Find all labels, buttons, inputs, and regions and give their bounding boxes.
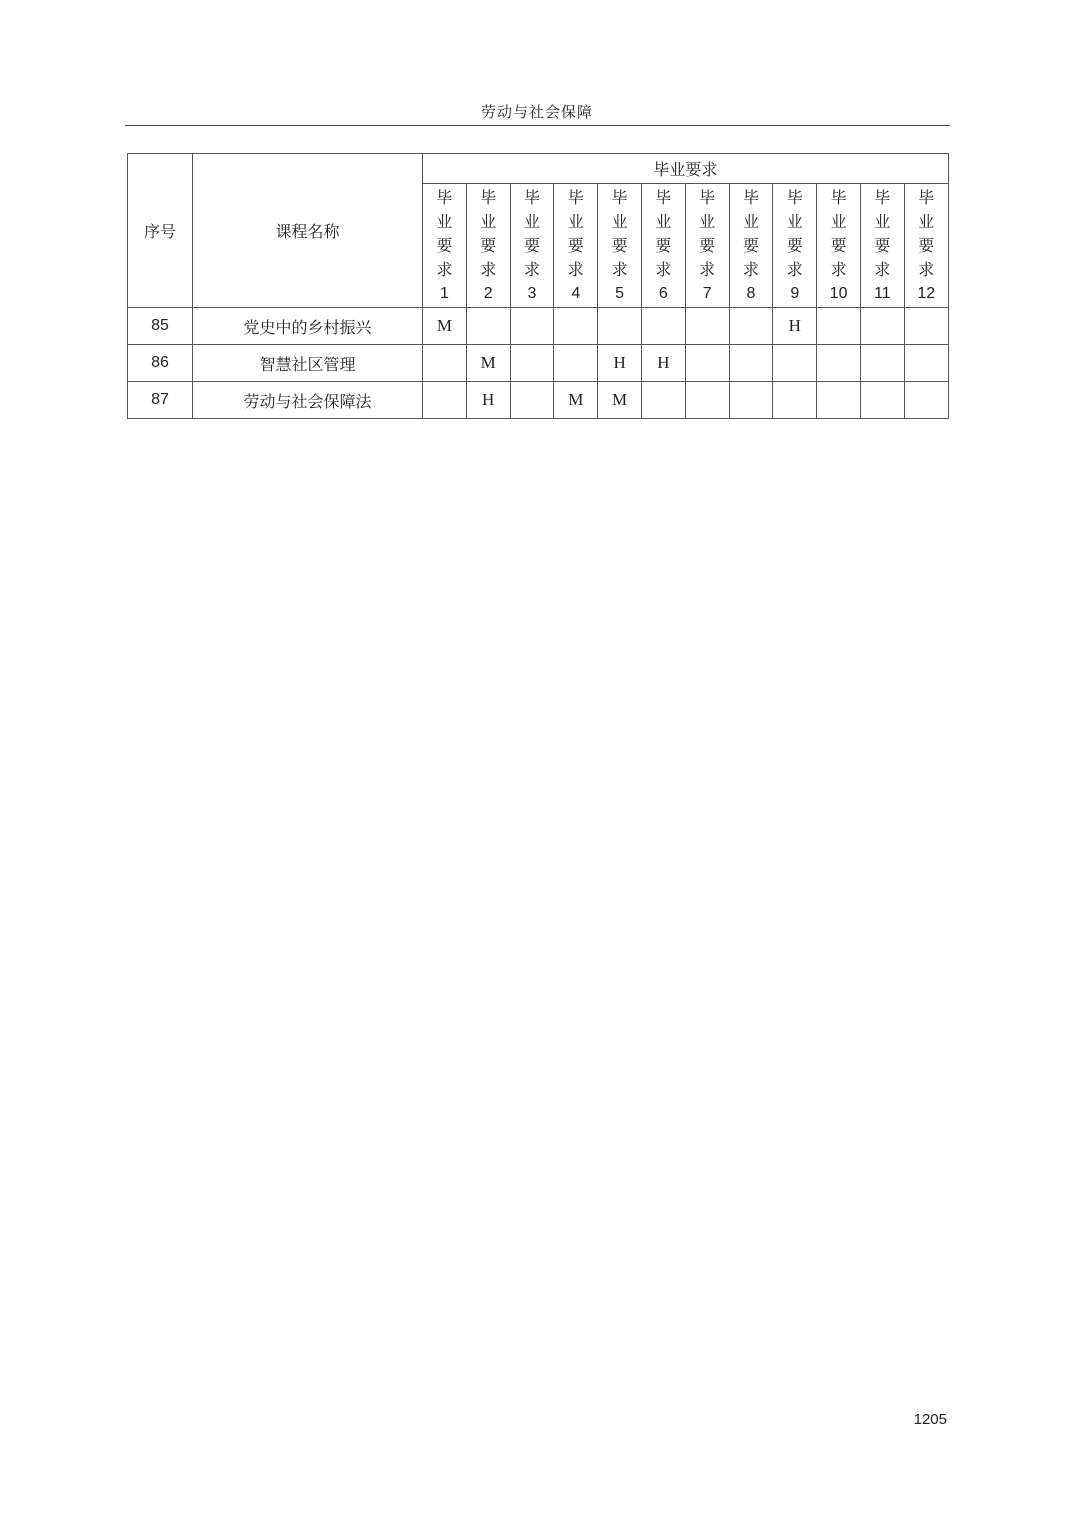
requirement-mark-cell — [598, 308, 642, 345]
requirement-mark-cell — [773, 345, 817, 382]
requirement-mark-cell — [685, 308, 729, 345]
requirement-header-char: 要 — [874, 235, 891, 255]
requirement-mark-cell — [729, 308, 773, 345]
requirement-mark-cell — [466, 308, 510, 345]
requirement-mark-cell — [641, 382, 685, 419]
requirement-header-char: 毕 — [874, 187, 891, 207]
requirement-header-char: 要 — [786, 235, 803, 255]
requirement-header-char: 求 — [611, 259, 628, 279]
requirement-header-char: 业 — [874, 211, 891, 231]
requirement-header-char: 求 — [699, 259, 716, 279]
requirement-mark-cell — [773, 382, 817, 419]
requirement-header-char: 毕 — [786, 187, 803, 207]
requirement-header-char: 毕 — [611, 187, 628, 207]
requirement-header-char: 毕 — [655, 187, 672, 207]
requirement-number: 5 — [615, 284, 625, 302]
requirement-header-char: 要 — [918, 235, 935, 255]
requirement-mark-cell — [729, 382, 773, 419]
requirement-header-char: 要 — [436, 235, 453, 255]
requirement-mark-cell — [904, 308, 948, 345]
requirement-header-char: 求 — [742, 259, 759, 279]
running-header: 劳动与社会保障 — [480, 103, 593, 121]
requirement-header-1 — [423, 184, 467, 308]
requirement-number: 3 — [527, 284, 537, 302]
requirement-header-char: 毕 — [567, 187, 584, 207]
requirement-header-char: 求 — [655, 259, 672, 279]
requirement-header-char: 求 — [874, 259, 891, 279]
requirement-header-char: 求 — [523, 259, 540, 279]
seq-cell: 85 — [128, 308, 193, 345]
requirement-header-3 — [510, 184, 554, 308]
seq-header: 序号 — [128, 154, 193, 308]
requirement-mark-cell: M — [466, 345, 510, 382]
table-row — [128, 382, 949, 419]
requirement-header-11 — [860, 184, 904, 308]
requirement-header-char: 求 — [918, 259, 935, 279]
requirement-header-char: 求 — [436, 259, 453, 279]
requirement-mark-cell — [423, 382, 467, 419]
requirement-mark-cell — [860, 308, 904, 345]
page-number: 1205 — [913, 1411, 947, 1428]
requirement-mark-cell — [904, 345, 948, 382]
requirement-header-char: 要 — [611, 235, 628, 255]
requirement-header-char: 业 — [699, 211, 716, 231]
requirement-header-6 — [641, 184, 685, 308]
group-header: 毕业要求 — [423, 154, 949, 184]
requirement-mark-cell: H — [466, 382, 510, 419]
requirement-header-char: 毕 — [918, 187, 935, 207]
requirement-header-4 — [554, 184, 598, 308]
requirement-number: 7 — [702, 284, 712, 302]
requirement-header-char: 毕 — [830, 187, 847, 207]
requirement-mark-cell — [510, 345, 554, 382]
course-name-cell: 党史中的乡村振兴 — [193, 308, 423, 345]
requirement-header-char: 要 — [480, 235, 497, 255]
requirement-mark-cell: M — [598, 382, 642, 419]
requirement-header-char: 要 — [523, 235, 540, 255]
requirement-mark-cell — [729, 345, 773, 382]
requirement-header-char: 毕 — [523, 187, 540, 207]
requirement-number: 4 — [571, 284, 581, 302]
requirement-number: 11 — [874, 284, 891, 302]
requirement-number: 12 — [917, 284, 936, 302]
requirement-header-char: 求 — [830, 259, 847, 279]
requirement-mark-cell: H — [773, 308, 817, 345]
requirement-mark-cell — [510, 308, 554, 345]
graduation-requirements-table — [127, 153, 949, 419]
requirement-mark-cell — [554, 345, 598, 382]
requirement-header-char: 业 — [567, 211, 584, 231]
requirement-number: 1 — [439, 284, 449, 302]
requirement-mark-cell — [817, 345, 861, 382]
course-name-cell: 智慧社区管理 — [193, 345, 423, 382]
requirement-header-char: 业 — [786, 211, 803, 231]
requirement-header-12 — [904, 184, 948, 308]
header-rule — [125, 125, 950, 126]
requirement-header-char: 业 — [742, 211, 759, 231]
requirement-number: 9 — [790, 284, 800, 302]
requirement-header-7 — [685, 184, 729, 308]
requirement-number: 6 — [658, 284, 668, 302]
requirement-mark-cell — [423, 345, 467, 382]
requirement-number: 10 — [829, 284, 848, 302]
requirement-mark-cell — [904, 382, 948, 419]
requirement-header-char: 毕 — [699, 187, 716, 207]
requirement-mark-cell — [817, 382, 861, 419]
requirement-header-char: 要 — [567, 235, 584, 255]
requirement-mark-cell — [860, 382, 904, 419]
requirement-header-char: 要 — [655, 235, 672, 255]
requirement-mark-cell — [641, 308, 685, 345]
seq-cell: 86 — [128, 345, 193, 382]
requirement-header-char: 要 — [699, 235, 716, 255]
requirement-number: 2 — [483, 284, 493, 302]
requirement-header-5 — [598, 184, 642, 308]
requirement-header-char: 业 — [611, 211, 628, 231]
requirement-mark-cell: M — [423, 308, 467, 345]
requirement-header-10 — [817, 184, 861, 308]
requirement-header-char: 求 — [567, 259, 584, 279]
course-name-cell: 劳动与社会保障法 — [193, 382, 423, 419]
requirement-header-char: 业 — [436, 211, 453, 231]
table-row — [128, 308, 949, 345]
requirement-header-char: 业 — [523, 211, 540, 231]
requirement-number: 8 — [746, 284, 756, 302]
requirement-header-char: 求 — [786, 259, 803, 279]
requirement-header-char: 业 — [918, 211, 935, 231]
requirement-header-char: 业 — [830, 211, 847, 231]
requirement-mark-cell — [554, 308, 598, 345]
requirement-mark-cell — [510, 382, 554, 419]
requirement-mark-cell: H — [598, 345, 642, 382]
requirement-header-char: 要 — [830, 235, 847, 255]
requirement-header-char: 求 — [480, 259, 497, 279]
requirement-header-2 — [466, 184, 510, 308]
requirement-header-char: 要 — [742, 235, 759, 255]
requirement-mark-cell — [860, 345, 904, 382]
requirement-header-9 — [773, 184, 817, 308]
requirement-mark-cell: H — [641, 345, 685, 382]
requirement-header-char: 毕 — [436, 187, 453, 207]
requirement-header-char: 毕 — [480, 187, 497, 207]
requirement-mark-cell — [817, 308, 861, 345]
course-name-header: 课程名称 — [193, 154, 423, 308]
requirement-mark-cell: M — [554, 382, 598, 419]
requirement-mark-cell — [685, 382, 729, 419]
requirement-header-char: 业 — [480, 211, 497, 231]
table-row — [128, 345, 949, 382]
seq-cell: 87 — [128, 382, 193, 419]
requirement-header-8 — [729, 184, 773, 308]
requirement-header-char: 业 — [655, 211, 672, 231]
requirement-header-char: 毕 — [742, 187, 759, 207]
requirement-mark-cell — [685, 345, 729, 382]
